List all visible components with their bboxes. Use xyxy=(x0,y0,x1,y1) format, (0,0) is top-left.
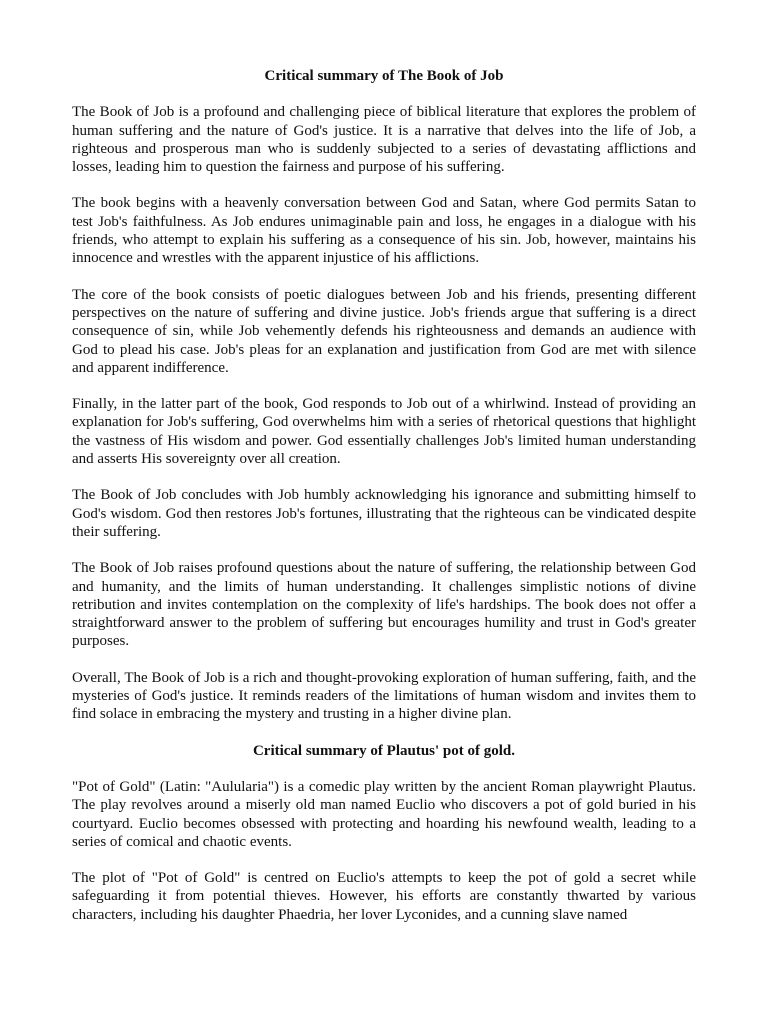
paragraph: The core of the book consists of poetic dialogues between Job and his friends, presenting different perspectives on the nature of suffering and divine justice. Job's friends argue that suffering is a direct consequence of sin, while Job vehemently defends his righteousness and demands an audience with God to plead his case. Job's pleas for an explanation and justification from God are met with silence and apparent indifference. xyxy=(72,286,696,376)
paragraph: "Pot of Gold" (Latin: "Aulularia") is a comedic play written by the ancient Roman playwright Plautus. The play revolves around a miserly old man named Euclio who discovers a pot of gold buried in his courtyard. Euclio becomes obsessed with protecting and hoarding his newfound wealth, leading to a series of comical and chaotic events. xyxy=(72,778,696,850)
paragraph: The plot of "Pot of Gold" is centred on Euclio's attempts to keep the pot of gold a secret while safeguarding it from potential thieves. However, his efforts are constantly thwarted by various characters, including his daughter Phaedria, her lover Lyconides, and a cunning slave named xyxy=(72,870,696,923)
paragraph: Overall, The Book of Job is a rich and thought-provoking exploration of human suffering, faith, and the mysteries of God's justice. It reminds readers of the limitations of human wisdom and invites them to find solace in embracing the mystery and trusting in a higher divine plan. xyxy=(72,669,696,723)
paragraph: The Book of Job raises profound questions about the nature of suffering, the relationship between God and humanity, and the limits of human understanding. It challenges simplistic notions of divine retribution and invites contemplation on the complexity of life's hardships. The book does not offer a straightforward answer to the problem of suffering but encourages humility and trust in God's greater purposes. xyxy=(72,560,696,650)
paragraph: The Book of Job concludes with Job humbly acknowledging his ignorance and submitting himself to God's wisdom. God then restores Job's fortunes, illustrating that the righteous can be vindicated despite their suffering. xyxy=(72,487,696,540)
section-heading-book-of-job: Critical summary of The Book of Job xyxy=(264,68,504,84)
paragraph: Finally, in the latter part of the book, God responds to Job out of a whirlwind. Instead of providing an explanation for Job's suffering, God overwhelms him with a series of rhetorical questions that highlight the vastness of His wisdom and power. God essentially challenges Job's limited human understanding and asserts His sovereignty over all creation. xyxy=(72,396,696,468)
section-heading-pot-of-gold: Critical summary of Plautus' pot of gold. xyxy=(252,742,516,759)
paragraph: The Book of Job is a profound and challenging piece of biblical literature that explores the problem of human suffering and the nature of God's justice. It is a narrative that delves into the life of Job, a righteous and prosperous man who is suddenly subjected to a series of devastating afflictions and losses, leading him to question the fairness and purpose of his suffering. xyxy=(72,104,696,176)
document-page xyxy=(72,67,696,942)
paragraph: The book begins with a heavenly conversation between God and Satan, where God permits Satan to test Job's faithfulness. As Job endures unimaginable pain and loss, he engages in a dialogue with his friends, who attempt to explain his suffering as a consequence of his sin. Job, however, maintains his innocence and wrestles with the apparent injustice of his afflictions. xyxy=(72,195,696,267)
